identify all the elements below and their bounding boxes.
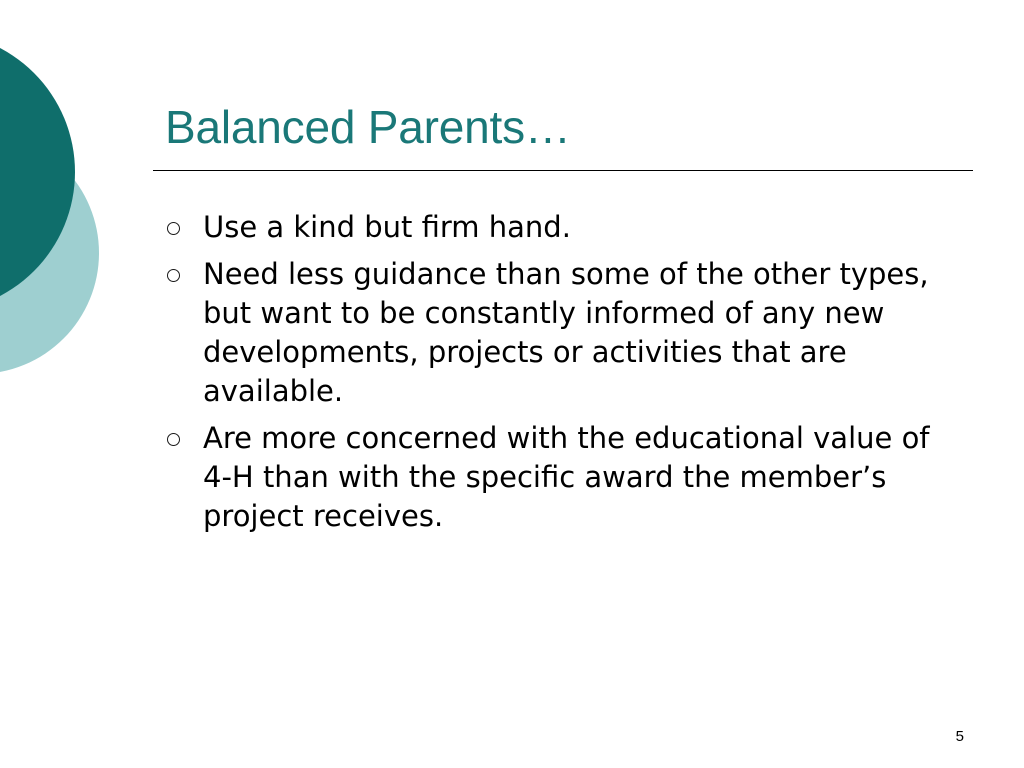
page-number: 5 bbox=[955, 728, 964, 745]
bullet-text: Use a kind but firm hand. bbox=[203, 210, 571, 244]
slide-title: Balanced Parents… bbox=[165, 101, 571, 153]
hollow-circle-bullet-icon bbox=[167, 433, 180, 446]
title-divider bbox=[153, 170, 973, 171]
bullet-text: Are more concerned with the educational value of 4-H than with the specific award the member’s project receives. bbox=[203, 421, 930, 533]
decorative-circles bbox=[0, 0, 120, 420]
bullet-item bbox=[165, 255, 965, 411]
hollow-circle-bullet-icon bbox=[167, 269, 180, 282]
bullet-text: Need less guidance than some of the other types, but want to be constantly informed of any new developments, projects or activities that are available. bbox=[203, 257, 929, 408]
hollow-circle-bullet-icon bbox=[167, 222, 180, 235]
bullet-list bbox=[165, 208, 965, 544]
bullet-item bbox=[165, 208, 965, 247]
bullet-item bbox=[165, 419, 965, 536]
